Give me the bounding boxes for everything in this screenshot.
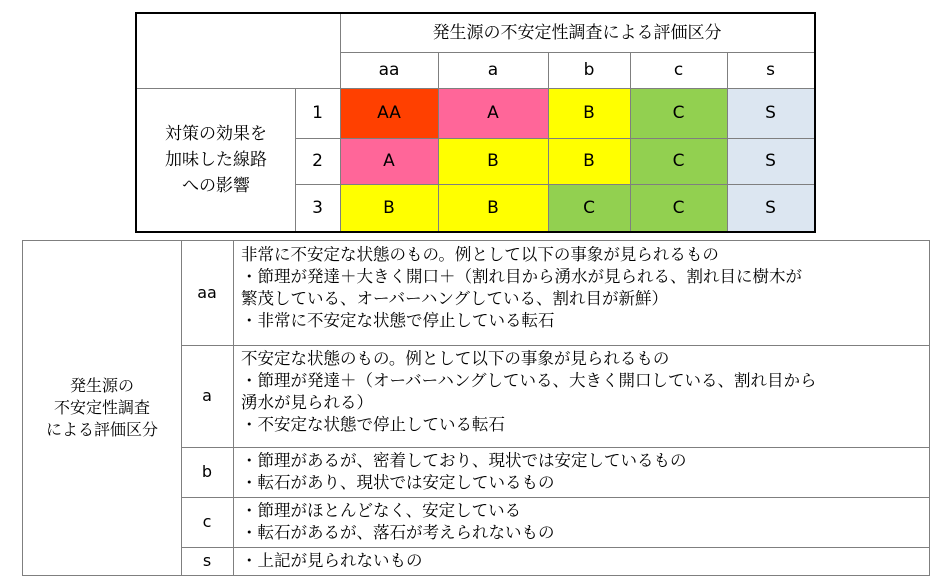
grid-line bbox=[340, 52, 814, 53]
matrix-cell-a: A bbox=[438, 88, 548, 138]
matrix-cell-b: B bbox=[438, 184, 548, 231]
grid-line bbox=[548, 52, 549, 231]
evaluation-matrix bbox=[135, 12, 816, 233]
description-side-label-line: 不安定性調査 bbox=[53, 398, 150, 417]
matrix-cell-b: B bbox=[548, 88, 630, 138]
matrix-side-header bbox=[137, 88, 295, 231]
description-line: ・節理がほとんどなく、安定している bbox=[241, 501, 522, 520]
grid-line bbox=[233, 241, 234, 575]
description-text-b bbox=[233, 450, 929, 497]
description-text-c bbox=[233, 500, 929, 547]
description-line: ・節理が発達＋（オーバーハングしている、大きく開口している、割れ目から bbox=[241, 371, 817, 390]
matrix-cell-s: S bbox=[727, 138, 814, 184]
matrix-row-label-1: 1 bbox=[312, 103, 323, 123]
matrix-cell-c: C bbox=[548, 184, 630, 231]
description-code-a: a bbox=[202, 386, 212, 405]
matrix-column-header-c: c bbox=[673, 60, 684, 80]
description-line: ・上記が見られないもの bbox=[241, 551, 423, 570]
classification-description-table bbox=[22, 240, 930, 576]
matrix-cell-b: B bbox=[438, 138, 548, 184]
description-side-label bbox=[23, 241, 181, 575]
grid-line bbox=[181, 345, 929, 346]
matrix-cell-c: C bbox=[630, 88, 727, 138]
matrix-column-header-aa: aa bbox=[378, 60, 400, 80]
grid-line bbox=[340, 14, 341, 231]
description-line: 湧水が見られる） bbox=[241, 393, 373, 412]
matrix-cell-aa: AA bbox=[340, 88, 438, 138]
description-code-s: s bbox=[202, 551, 212, 570]
description-line: ・転石があるが、落石が考えられないもの bbox=[241, 523, 555, 542]
matrix-column-header-b: b bbox=[583, 60, 595, 80]
matrix-row-label-2: 2 bbox=[312, 151, 323, 171]
description-line: 繁茂している、オーバーハングしている、割れ目が新鮮） bbox=[241, 289, 669, 308]
description-code-c: c bbox=[202, 512, 212, 531]
grid-line bbox=[181, 241, 182, 575]
grid-line bbox=[181, 447, 929, 448]
matrix-cell-b: B bbox=[548, 138, 630, 184]
matrix-top-header: 発生源の不安定性調査による評価区分 bbox=[432, 23, 722, 43]
matrix-side-header-line: 対策の効果を bbox=[165, 123, 267, 144]
grid-line bbox=[295, 184, 814, 185]
description-line: ・非常に不安定な状態で停止している転石 bbox=[241, 311, 555, 330]
matrix-row-label-3: 3 bbox=[312, 197, 323, 218]
grid-line bbox=[295, 88, 296, 231]
grid-line bbox=[295, 138, 814, 139]
matrix-cell-c: C bbox=[630, 184, 727, 231]
grid-line bbox=[630, 52, 631, 231]
matrix-cell-c: C bbox=[630, 138, 727, 184]
description-text-aa bbox=[233, 244, 929, 345]
matrix-cell-s: S bbox=[727, 88, 814, 138]
description-line: ・転石があり、現状では安定しているもの bbox=[241, 473, 555, 492]
matrix-cell-a: A bbox=[340, 138, 438, 184]
description-line: 不安定な状態のもの。例として以下の事象が見られるもの bbox=[241, 349, 670, 368]
matrix-cell-b: B bbox=[340, 184, 438, 231]
matrix-column-header-a: a bbox=[487, 60, 499, 80]
description-text-a bbox=[233, 348, 929, 447]
matrix-column-header-s: s bbox=[766, 60, 775, 80]
description-side-label-line: 発生源の bbox=[69, 376, 134, 395]
description-line: ・節理が発達＋大きく開口＋（割れ目から湧水が見られる、割れ目に樹木が bbox=[241, 267, 802, 286]
description-line: ・節理があるが、密着しており、現状では安定しているもの bbox=[241, 451, 687, 470]
description-line: 非常に不安定な状態のもの。例として以下の事象が見られるもの bbox=[241, 245, 719, 264]
matrix-side-header-line: への影響 bbox=[182, 175, 250, 196]
grid-line bbox=[438, 52, 439, 231]
grid-line bbox=[727, 52, 728, 231]
description-code-aa: aa bbox=[197, 283, 217, 302]
description-text-s bbox=[233, 550, 929, 575]
grid-line bbox=[181, 497, 929, 498]
matrix-cell-s: S bbox=[727, 184, 814, 231]
grid-line bbox=[137, 88, 814, 89]
grid-line bbox=[181, 547, 929, 548]
matrix-side-header-line: 加味した線路 bbox=[165, 149, 267, 170]
description-side-label-line: による評価区分 bbox=[45, 420, 158, 439]
description-line: ・不安定な状態で停止している転石 bbox=[241, 415, 505, 434]
description-code-b: b bbox=[201, 462, 213, 481]
